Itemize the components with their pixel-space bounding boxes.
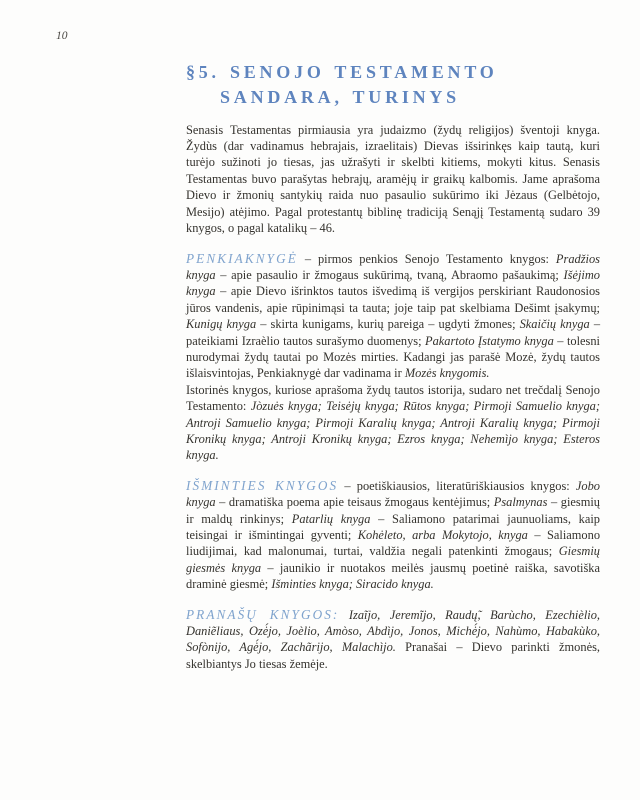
book-title-run: Išėjimo knyga (186, 267, 600, 299)
paragraph-penkiaknyge (186, 251, 600, 382)
section-lead-pranasu-knygos: PRANAŠŲ KNYGOS: (186, 606, 340, 622)
book-title-run: Išminties knyga; Siracido knyga. (271, 577, 434, 592)
text-run: – pateikiami Izraèlio tautos surašymo duomenys; (186, 317, 601, 348)
book-title-run: Jobo knyga (186, 478, 600, 510)
book-title-run: Izaĩjo, Jeremĩjo, Raudų̃, Barùcho, Ezechièlio, Daniẽliaus, Ozė́jo, Joèlio, Amòso, Abdìjo, Jonos, Michė́jo, Nahùmo, Habakùko, Sofònijo, Agė́jo, Zachãrijo, Malachìjo. (186, 607, 601, 655)
book-title-run: Kohėleto, arba Mokytojo, knyga (357, 528, 528, 542)
text-run: – dramatiška poema apie teisaus žmogaus kentėjimus; (215, 495, 494, 510)
text-run: Pranašai – Dievo parinkti žmonės, skelbiantys Jo tiesas žemėje. (186, 640, 600, 671)
book-title-run: Giesmių giesmės knyga (186, 544, 600, 575)
content-column (186, 60, 600, 672)
text-run: Istorinės knygos, kuriose aprašoma žydų tautos istorija, sudaro net trečdalį Senojo Testamento: (186, 382, 600, 414)
text-run: – poetiškiausios, literatūriškiausios knygos: (338, 478, 576, 493)
book-title-run: Patarlių knyga (291, 511, 371, 526)
paragraph-isminties-knygos (186, 478, 600, 593)
text-run: – jaunikio ir nuotakos meilės jausmų poetinė raiška, savotiška draminė giesmė; (186, 560, 600, 592)
book-title-run: Psalmynas (493, 495, 548, 510)
section-heading (186, 60, 600, 110)
book-title-run: Kunigų knyga (186, 317, 257, 332)
book-title-run: Jòzuės knyga; Teisėjų knyga; Rūtos knyga; Pirmoji Samuelio knyga; Antroji Samuelio knyga; Pirmoji Karalių knyga; Antroji Karalių knyga; Pirmoji Kronikų knyga; Antroji Kronikų knyga; Ezros knyga; Nehemìjo knyga; Esteros knyga. (186, 399, 600, 463)
heading-paragraph-mark: §5. (186, 62, 220, 82)
heading-line1: SENOJO TESTAMENTO (229, 62, 498, 82)
text-run: – giesmių ir maldų rinkinys; (186, 495, 600, 526)
heading-line2: SANDARA, TURINYS (220, 86, 460, 107)
book-title-run: Mozės knygomis. (404, 366, 490, 381)
book-title-run: Pakartoto Įstatymo knyga (425, 333, 554, 348)
section-lead-penkiaknyge: PENKIAKNYGĖ (186, 250, 298, 266)
text-run: – Saliamono patarimai jaunuoliams, kaip teisingai ir išmintingai gyventi; (186, 511, 601, 542)
text-run: – pirmos penkios Senojo Testamento knygos: (297, 251, 556, 266)
paragraph-pranasu-knygos (186, 607, 600, 673)
page-number: 10 (56, 30, 68, 42)
paragraph-istorines-knygos (186, 382, 600, 464)
book-title-run: Skaičių knyga (519, 317, 590, 332)
paragraph-intro (186, 122, 600, 237)
section-lead-isminties-knygos: IŠMINTIES KNYGOS (186, 477, 339, 493)
body-text (186, 122, 600, 673)
text-run: – apie pasaulio ir žmogaus sukūrimą, tvaną, Abraomo pašaukimą; (215, 267, 564, 282)
text-run: – Saliamono liudijimai, kad malonumai, turtai, valdžia negali patenkinti žmogaus; (186, 528, 601, 559)
book-title-run: Pradžios knyga (186, 251, 600, 282)
text-run: – apie Dievo išrinktos tautos išvedimą iš vergijos perskiriant Raudonosios jūros vandenis, apie rūpinimąsi ta tauta; joje taip pat skelbiama Dešimt įsakymų; (186, 284, 600, 315)
text-run: Senasis Testamentas pirmiausia yra judaizmo (žydų religijos) šventoji knyga. Žydùs (dar vadinamus hebrajais, izraelitais) Dievas išsirinkęs kaip tautą, kuri turėjo sužinoti jo tiesas, jas užrašyti ir skelbti kitiems, mokyti kitus. Senasis Testamentas buvo parašytas hebrajų, aramėjų ir graikų kalbomis. Jame aprašoma Dievo ir žmonių santykių raida nuo pasaulio sukūrimo iki Jėzaus (Gelbėtojo, Mesijo) atėjimo. Pagal protestantų biblinę tradiciją Senąjį Testamentą sudaro 39 knygos, o pagal katalikų – 46. (186, 122, 600, 236)
text-run: – skirta kunigams, kurių pareiga – ugdyti žmones; (256, 317, 520, 332)
text-run: – tolesni nurodymai žydų tautai po Mozės mirties. Kadangi jas parašė Mozė, žydų tautos išlaisvintojas, Penkiaknygė dar vadinama ir (186, 333, 600, 381)
